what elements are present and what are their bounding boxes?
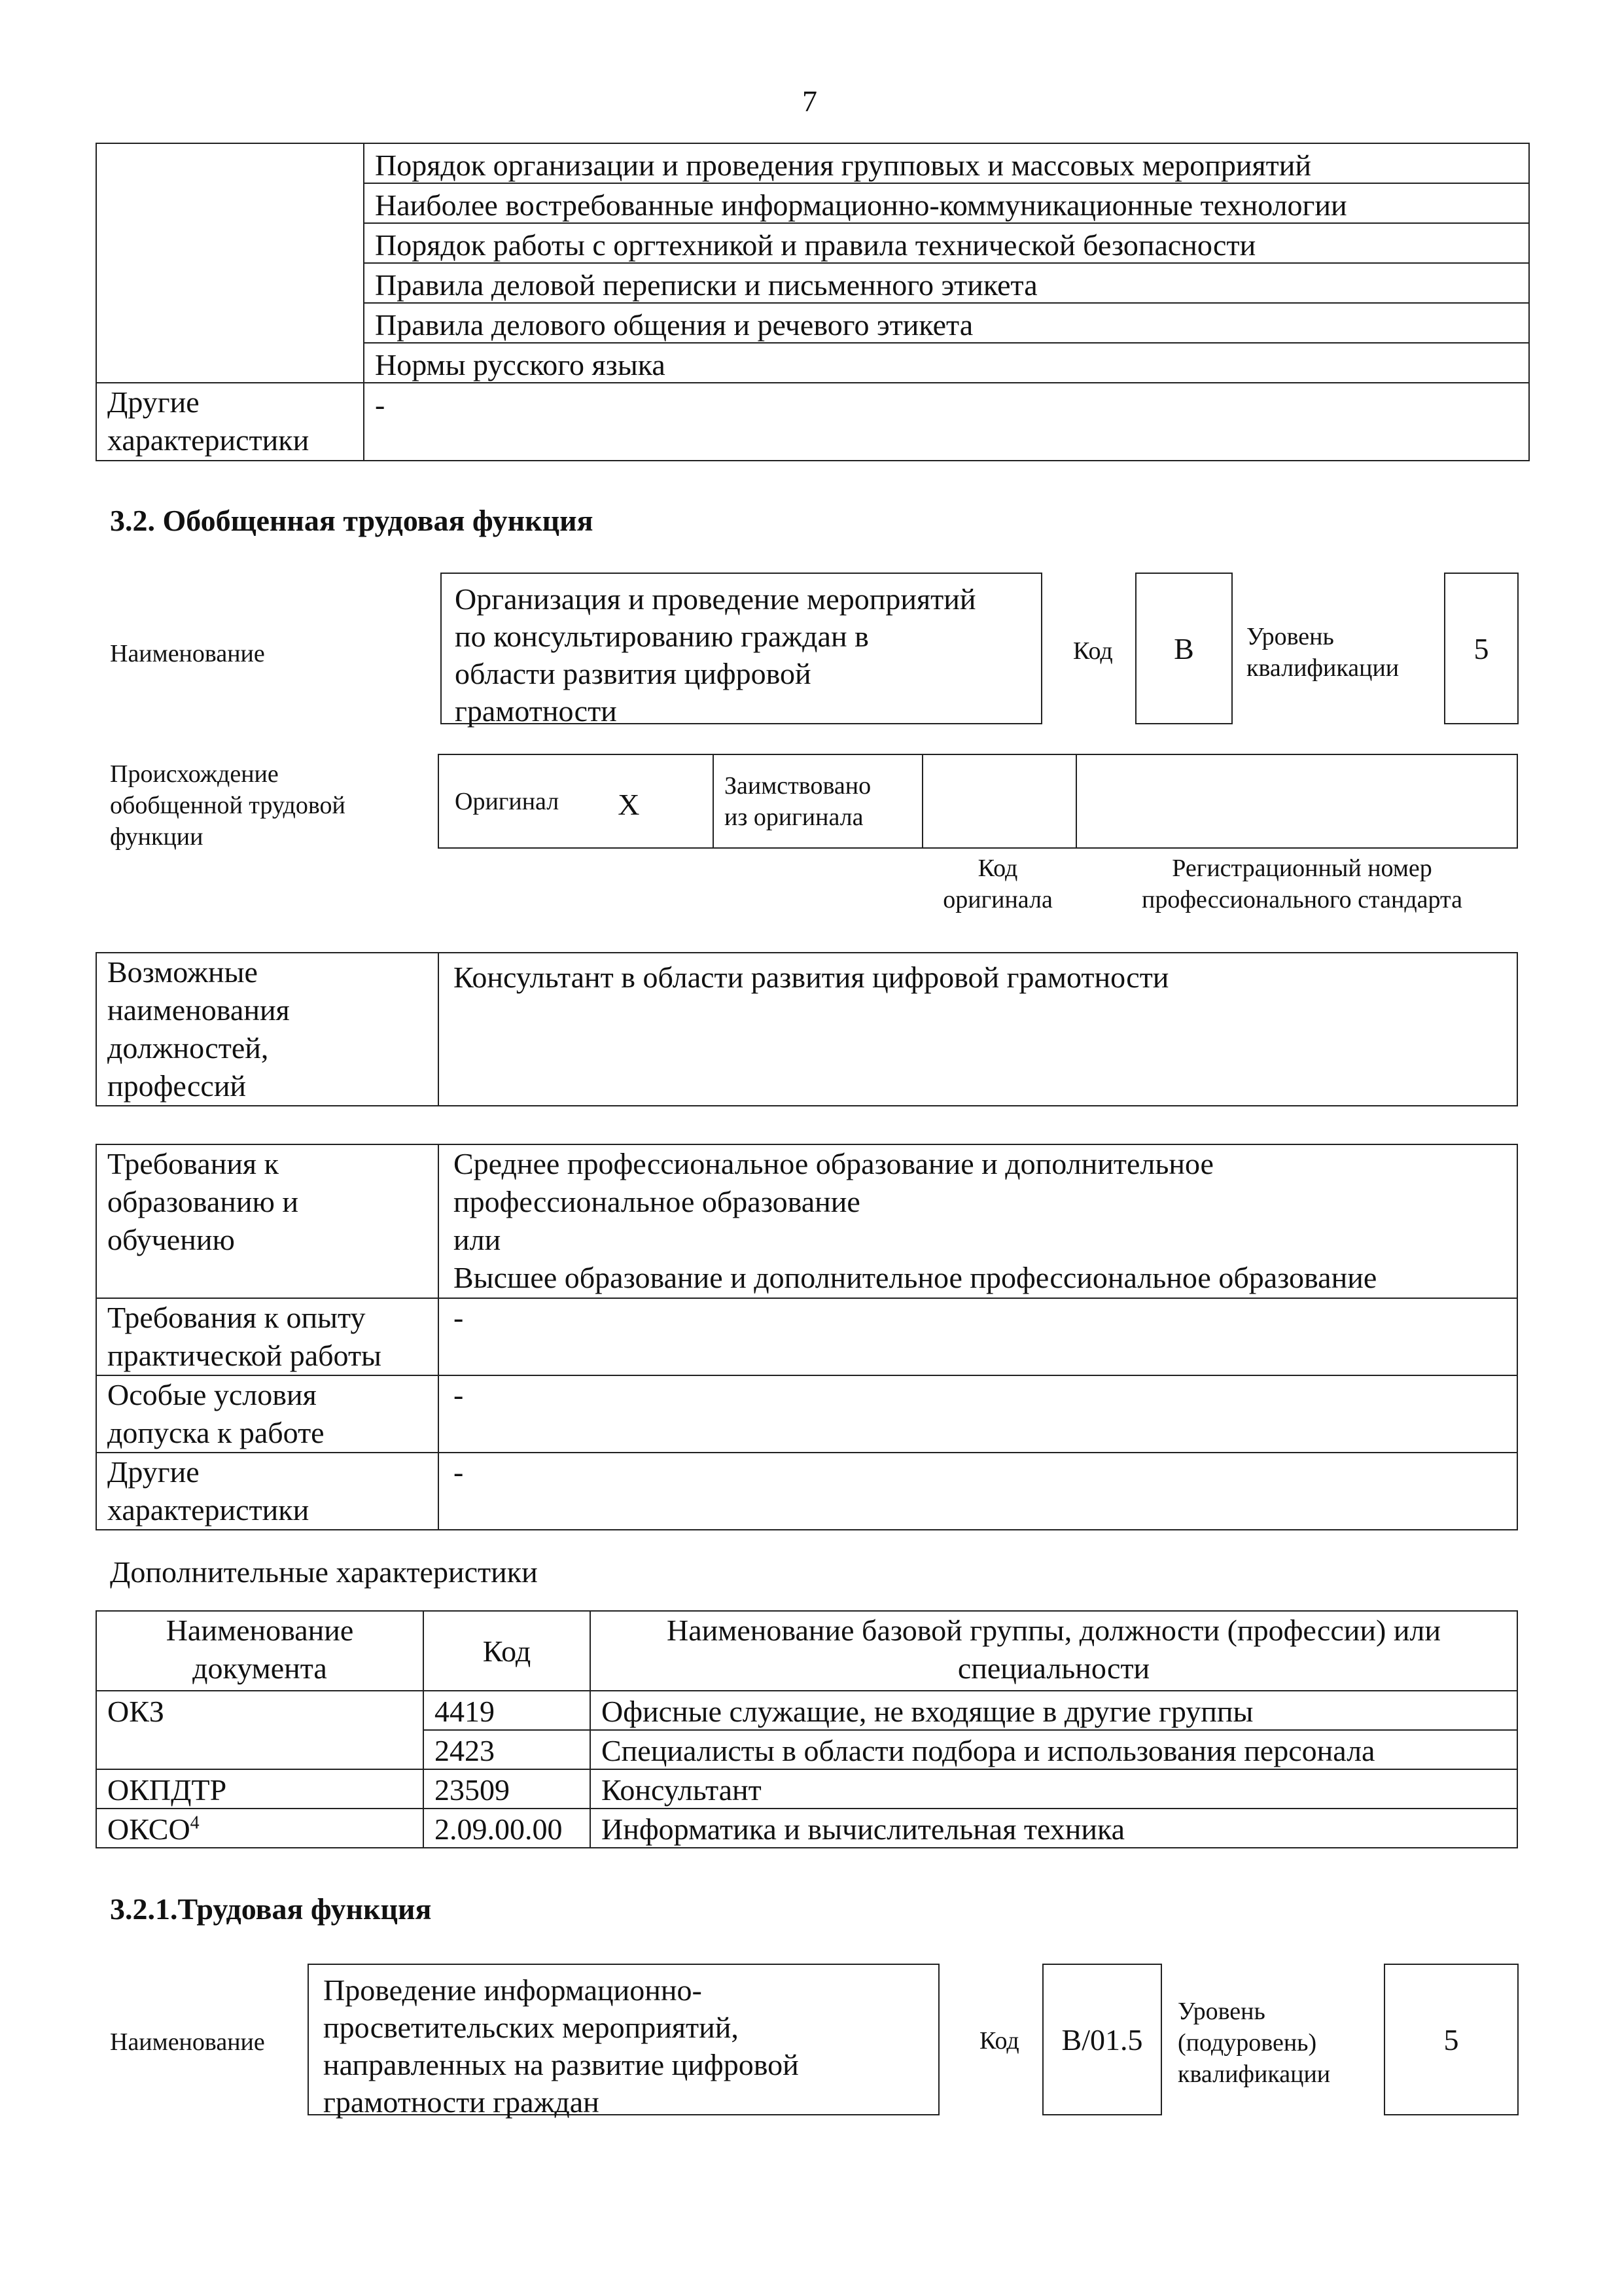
name-cell: Консультант [590,1769,1517,1809]
original-cell [438,754,713,848]
knowledge-item: Порядок организации и проведения групповых и массовых мероприятий [364,143,1529,183]
label-line: образованию и [107,1185,298,1218]
origin-table [438,754,1518,849]
borrowed-label-line: Заимствовано [724,771,872,800]
knowledge-item: Правила деловой переписки и письменного этикета [364,263,1529,303]
gtf-name-box [440,573,1042,728]
other-value: - [438,1453,1517,1530]
value-line: или [453,1223,501,1256]
header-line: Наименование базовой группы, должности (профессии) или [666,1614,1441,1647]
gtf-level-box: 5 [1444,573,1519,724]
tf-code-box: B/01.5 [1042,1964,1162,2115]
reg-number-caption [1106,853,1498,915]
label-line: допуска к работе [107,1416,325,1449]
caption-line: Регистрационный номер [1172,855,1432,882]
original-label: Оригинал [455,787,559,815]
header-line: специальности [957,1651,1150,1685]
code-label: Код [979,2027,1019,2055]
borrowed-label-line: из оригинала [724,803,864,831]
other-characteristics-value: - [364,383,1529,461]
tf-level-box: 5 [1384,1964,1519,2115]
admission-value: - [438,1375,1517,1453]
gtf-name-line: Организация и проведение мероприятий [455,582,976,616]
code-original-caption [932,853,1063,915]
top-table [96,143,1530,461]
label-line: Требования к [107,1147,279,1180]
admission-label [96,1375,438,1453]
gtf-name-line: грамотности [455,694,617,728]
label-line: должностей, [107,1031,269,1065]
doc-cell: ОКПДТР [96,1769,423,1809]
header-doc [96,1611,423,1691]
header-code: Код [423,1611,590,1691]
gtf-code-box: B [1135,573,1233,724]
code-cell: 4419 [423,1691,590,1730]
tf-name-line: направленных на развитие цифровой [323,2048,799,2081]
gtf-name-line: по консультированию граждан в [455,620,869,653]
code-label: Код [1073,637,1113,665]
code-original-cell [923,754,1076,848]
gtf-name-line: области развития цифровой [455,657,811,690]
label-line: Возможные [107,955,258,989]
value-line: Среднее профессиональное образование и дополнительное [453,1147,1214,1180]
section-heading-3-2: 3.2. Обобщенная трудовая функция [110,504,593,537]
knowledge-item: Порядок работы с оргтехникой и правила технической безопасности [364,223,1529,263]
positions-value: Консультант в области развития цифровой грамотности [438,953,1517,1106]
origin-label-line: Происхождение [110,760,279,788]
education-value [438,1144,1517,1298]
label-line: характеристики [107,423,309,457]
reg-number-cell [1076,754,1517,848]
footnote-mark: 4 [190,1812,200,1833]
level-label-line: Уровень [1246,623,1334,650]
knowledge-item: Правила делового общения и речевого этикета [364,303,1529,343]
label-line: практической работы [107,1339,381,1372]
additional-title: Дополнительные характеристики [110,1555,538,1589]
knowledge-item: Нормы русского языка [364,343,1529,383]
original-mark: X [618,787,640,821]
requirements-table [96,1144,1518,1530]
doc-cell: ОКЗ [96,1691,423,1769]
label-line: Особые условия [107,1378,317,1411]
section-heading-3-2-1: 3.2.1.Трудовая функция [110,1892,432,1926]
name-cell: Информатика и вычислительная техника [590,1809,1517,1848]
label-line: наименования [107,993,290,1027]
header-name [590,1611,1517,1691]
experience-label [96,1298,438,1375]
label-line: профессий [107,1069,247,1103]
level-label-line: квалификации [1246,654,1400,682]
tf-name-line: просветительских мероприятий, [323,2011,739,2044]
code-cell: 23509 [423,1769,590,1809]
education-label [96,1144,438,1298]
label-line: характеристики [107,1493,309,1527]
page-number: 7 [802,84,817,118]
label-line: Требования к опыту [107,1301,366,1334]
other-characteristics-label [96,383,364,461]
borrowed-cell [713,754,923,848]
code-cell: 2423 [423,1730,590,1769]
empty-label-cell [96,143,364,383]
level-label-line: (подуровень) [1178,2029,1317,2057]
name-cell: Офисные служащие, не входящие в другие группы [590,1691,1517,1730]
code-cell: 2.09.00.00 [423,1809,590,1848]
value-line: Высшее образование и дополнительное профессиональное образование [453,1261,1377,1294]
label-line: Другие [107,385,200,419]
caption-line: оригинала [943,886,1053,913]
name-label: Наименование [110,2028,265,2056]
name-cell: Специалисты в области подбора и использования персонала [590,1730,1517,1769]
knowledge-item: Наиболее востребованные информационно-коммуникационные технологии [364,183,1529,223]
additional-table [96,1610,1518,1848]
level-label-line: Уровень [1178,1998,1265,2025]
other-label [96,1453,438,1530]
tf-name-line: Проведение информационно- [323,1973,702,2007]
doc-cell [96,1809,423,1848]
value-line: профессиональное образование [453,1185,860,1218]
header-line: документа [192,1651,327,1685]
caption-line: Код [978,855,1018,882]
tf-name-line: грамотности граждан [323,2085,599,2119]
origin-label-line: функции [110,823,203,851]
experience-value: - [438,1298,1517,1375]
positions-table [96,952,1518,1106]
level-label [1178,1996,1330,2090]
name-label: Наименование [110,640,265,667]
label-line: Другие [107,1455,200,1489]
doc-text: ОКСО [107,1812,190,1846]
label-line: обучению [107,1223,235,1256]
tf-name-box [308,1964,940,2119]
header-line: Наименование [166,1614,354,1647]
level-label [1246,621,1399,684]
positions-label [96,953,438,1106]
origin-label [110,758,345,853]
level-label-line: квалификации [1178,2060,1331,2088]
origin-label-line: обобщенной трудовой [110,792,345,819]
caption-line: профессионального стандарта [1142,886,1462,913]
